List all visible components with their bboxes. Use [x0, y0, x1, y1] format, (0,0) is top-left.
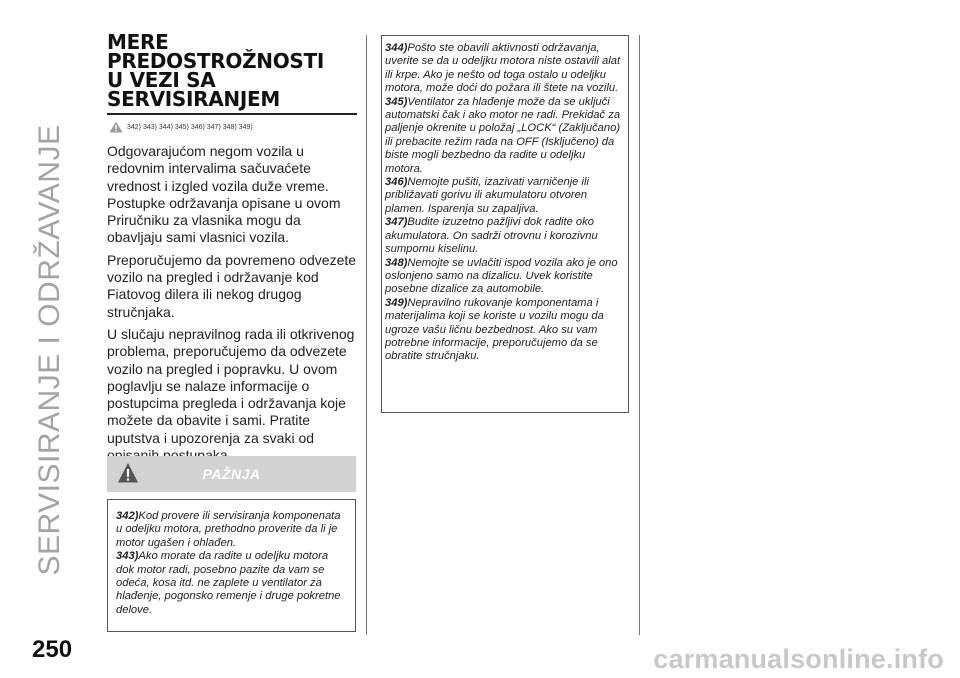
- note-text: Pošto ste obavili aktivnosti održavanja, uverite se da u odeljku motora niste ostavili alat ili krpe. Ako je nešto od toga ostalo u odeljku motora, može doći do požara ili štete na vozilu.: [385, 42, 621, 95]
- note-number: 346): [385, 176, 408, 189]
- note-number: 347): [385, 216, 408, 229]
- note-text: Kod provere ili servisiranja komponenata u odeljku motora, prethodno proverite da li je motor ugašen i ohlađen.: [116, 510, 341, 549]
- heading-line: SERVISIRANJEM: [107, 87, 280, 111]
- warning-note: [116, 550, 349, 617]
- warning-notes-box-right: [381, 35, 629, 413]
- note-text: Ako morate da radite u odeljku motora dok motor radi, posebno pazite da vam se odeća, kosa itd. ne zaplete u ventilator za hlađenje, pogonsko remenje i druge pokretne delove.: [116, 550, 341, 616]
- warning-references: [109, 121, 357, 133]
- warning-note: [385, 42, 625, 96]
- warning-note: [385, 176, 625, 216]
- warning-header: [107, 456, 356, 492]
- body-text: [107, 143, 357, 464]
- warning-triangle-icon: [109, 121, 123, 133]
- warning-label: PAŽNJA: [202, 466, 261, 482]
- chapter-side-title: SERVISIRANJE I ODRŽAVANJE: [33, 124, 66, 576]
- page-number: 250: [32, 636, 73, 663]
- paragraph: Preporučujemo da povremeno odvezete vozilo na pregled i održavanje kod Fiatovog dilera ili nekog drugog stručnjaka.: [107, 251, 357, 320]
- note-number: 343): [116, 550, 139, 563]
- column-divider-left: [366, 35, 367, 635]
- note-text: Nepravilno rukovanje komponentama i materijalima koji se koriste u vozilu mogu da ugroze vašu ličnu bezbednost. Ako su vam potrebne informacije, preporučujemo da se obratite stručnjaku.: [385, 296, 604, 363]
- note-text: Nemojte pušiti, izazivati varničenje ili približavati gorivu ili akumulatoru otvoren plamen. Isparenja su zapaljiva.: [385, 176, 589, 215]
- warning-note: [385, 216, 625, 256]
- note-number: 342): [116, 510, 139, 522]
- watermark: carmanualsonline.info: [653, 644, 944, 674]
- references-text: 342) 343) 344) 345) 346) 347) 348) 349): [127, 123, 253, 131]
- heading-line: U VEZI SA: [107, 68, 216, 92]
- warning-triangle-icon: [117, 462, 139, 484]
- main-column: [107, 30, 357, 469]
- heading-rule: [107, 113, 357, 115]
- heading-line: PREDOSTROŽNOSTI: [107, 49, 325, 73]
- heading-line: MERE: [107, 30, 169, 54]
- warning-notes-box-left: [107, 499, 356, 632]
- note-number: 344): [385, 42, 408, 54]
- note-text: Ventilator za hlađenje može da se uključi automatski čak i ako motor ne radi. Prekidač za paljenje okrenite u položaj „LOCK“ (Zaključano) ili prebacite režim rada na OFF (Isključeno) da biste mogli bezbedno da radite u odeljku motora.: [385, 95, 621, 175]
- paragraph: U slučaju nepravilnog rada ili otkrivenog problema, preporučujemo da odvezete vozilo na pregled i popravku. U ovom poglavlju se nalaze informacije o postupcima pregleda i održavanja koje možete da obavite i sami. Pratite uputstva i upozorenja za svaki od: [107, 325, 355, 446]
- column-divider-right: [639, 35, 640, 635]
- note-text: Nemojte se uvlačiti ispod vozila ako je ono oslonjeno samo na dizalicu. Uvek koristite posebne dizalice za automobile.: [385, 256, 618, 296]
- note-text: Budite izuzetno pažljivi dok radite oko akumulatora. On sadrži otrovnu i korozivnu sumpornu kiselinu.: [385, 216, 598, 256]
- note-number: 345): [385, 95, 408, 108]
- warning-note: [116, 510, 349, 550]
- warning-note: [385, 96, 625, 176]
- paragraph: Odgovarajućom negom vozila u redovnim intervalima sačuvaćete vrednost i izgled vozila duže vreme. Postupke održavanja opisane u ovom Priručniku za vlasnika mogu da obavljaju sami vlasnici vozila.: [107, 143, 341, 246]
- note-number: 349): [385, 296, 408, 309]
- section-heading: [107, 30, 357, 111]
- warning-note: [385, 257, 625, 297]
- warning-note: [385, 297, 625, 364]
- note-number: 348): [385, 256, 408, 269]
